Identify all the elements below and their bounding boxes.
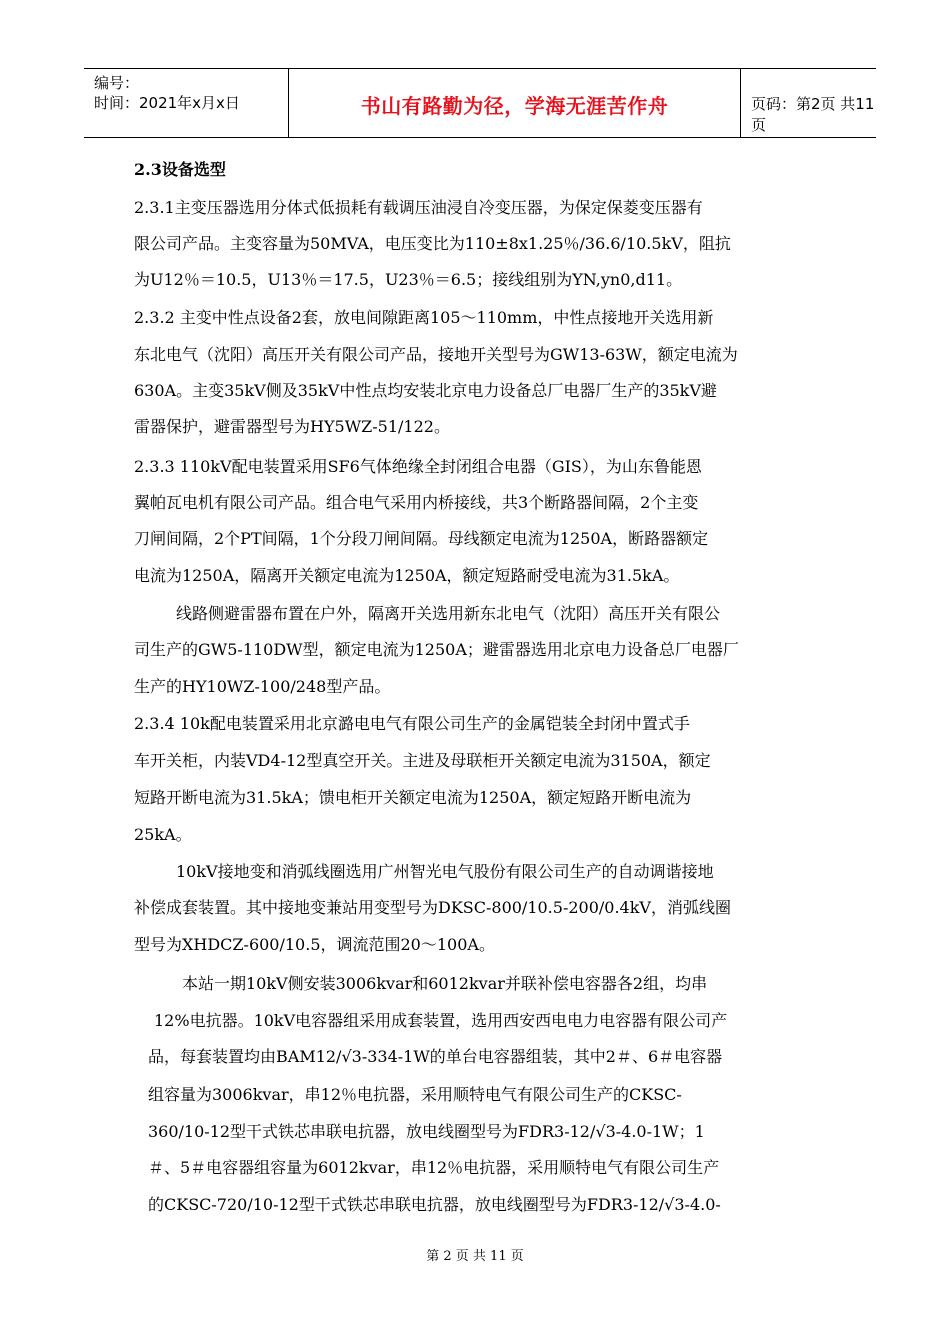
header-motto-cell (288, 69, 741, 137)
page-footer: 第 2 页 共 11 页 (426, 1249, 524, 1264)
body-line: 360/10-12型干式铁芯串联电抗器，放电线圈型号为FDR3-12/√3-4.0-1W；1 (148, 1122, 705, 1141)
body-line: 630A。主变35kV侧及35kV中性点均安装北京电力设备总厂电器厂生产的35kV避 (134, 381, 717, 400)
body-line: 司生产的GW5-110DW型，额定电流为1250A；避雷器选用北京电力设备总厂电器厂 (134, 640, 739, 659)
body-line: 短路开断电流为31.5kA；馈电柜开关额定电流为1250A，额定短路开断电流为 (134, 788, 692, 807)
body-line: 2.3.4 10k配电装置采用北京潞电电气有限公司生产的金属铠装全封闭中置式手 (134, 714, 690, 733)
body-line: 线路侧避雷器布置在户外，隔离开关选用新东北电气（沈阳）高压开关有限公 (176, 604, 721, 623)
body-line: 限公司产品。主变容量为50MVA，电压变比为110±8x1.25％/36.6/10.5kV，阻抗 (134, 234, 731, 253)
body-line: 为U12％＝10.5，U13％＝17.5，U23％＝6.5；接线组别为YN,yn0,d11。 (134, 270, 683, 289)
body-line: 生产的HY10WZ-100/248型产品。 (134, 677, 391, 696)
body-line: 本站一期10kV侧安装3006kvar和6012kvar并联补偿电容器各2组，均串 (182, 974, 708, 993)
page-header (84, 68, 876, 138)
section-heading: 2.3设备选型 (134, 160, 226, 179)
body-line: 电流为1250A，隔离开关额定电流为1250A，额定短路耐受电流为31.5kA。 (134, 566, 680, 585)
body-line: 补偿成套装置。其中接地变兼站用变型号为DKSC-800/10.5-200/0.4kV，消弧线圈 (134, 898, 731, 917)
body-line: 的CKSC-720/10-12型干式铁芯串联电抗器，放电线圈型号为FDR3-12/√3-4.0- (148, 1195, 721, 1214)
header-page-info: 页码：第2页 共11页 (751, 95, 875, 134)
header-page-cell (739, 69, 876, 137)
body-line: 型号为XHDCZ-600/10.5，调流范围20～100A。 (134, 935, 495, 954)
body-line: 2.3.1主变压器选用分体式低损耗有载调压油浸自冷变压器，为保定保菱变压器有 (134, 198, 703, 217)
header-motto: 书山有路勤为径，学海无涯苦作舟 (360, 94, 669, 118)
body-line: 刀闸间隔，2个PT间隔，1个分段刀闸间隔。母线额定电流为1250A，断路器额定 (134, 529, 709, 548)
body-line: 翼帕瓦电机有限公司产品。组合电气采用内桥接线，共3个断路器间隔，2个主变 (134, 493, 699, 512)
body-line: 组容量为3006kvar，串12％电抗器，采用顺特电气有限公司生产的CKSC- (148, 1085, 682, 1104)
document-number-label: 编号： (94, 74, 140, 92)
body-line: 车开关柜，内装VD4-12型真空开关。主进及母联柜开关额定电流为3150A，额定 (134, 751, 711, 770)
body-line: ＃、5＃电容器组容量为6012kvar，串12％电抗器，采用顺特电气有限公司生产 (148, 1158, 720, 1177)
body-line: 东北电气（沈阳）高压开关有限公司产品，接地开关型号为GW13-63W，额定电流为 (134, 345, 738, 364)
document-time-label: 时间：2021年x月x日 (94, 94, 240, 112)
body-line: 2.3.2 主变中性点设备2套，放电间隙距离105～110mm，中性点接地开关选用新 (134, 308, 714, 327)
body-line: 12%电抗器。10kV电容器组采用成套装置，选用西安西电电力电容器有限公司产 (154, 1011, 728, 1030)
body-line: 25kA。 (134, 825, 192, 844)
body-line: 品，每套装置均由BAM12/√3-334-1W的单台电容器组装，其中2＃、6＃电容器 (148, 1047, 723, 1066)
body-line: 10kV接地变和消弧线圈选用广州智光电气股份有限公司生产的自动调谐接地 (176, 862, 714, 881)
body-line: 2.3.3 110kV配电装置采用SF6气体绝缘全封闭组合电器（GIS），为山东鲁能恩 (134, 457, 702, 476)
body-line: 雷器保护，避雷器型号为HY5WZ-51/122。 (134, 417, 450, 436)
header-meta (84, 69, 288, 137)
